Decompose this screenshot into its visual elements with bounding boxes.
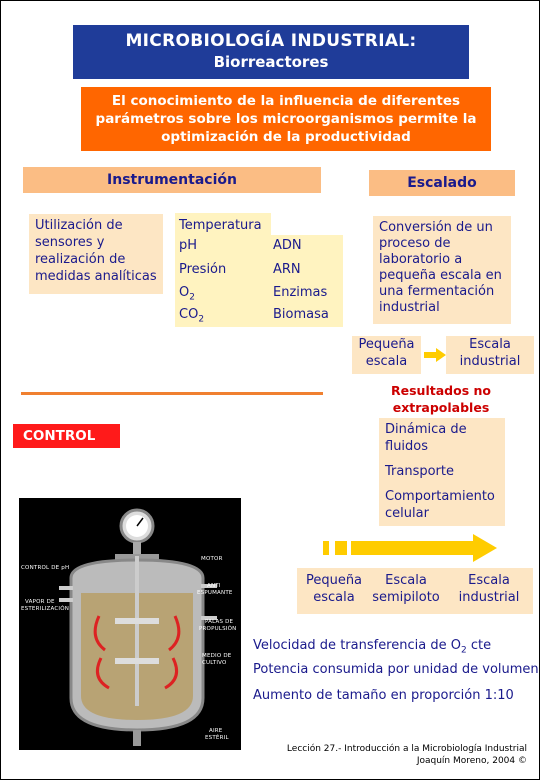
criterion-2: Potencia consumida por unidad de volumen (253, 662, 539, 677)
text-line: sensores y (35, 235, 105, 250)
text-line: medidas analíticas (35, 269, 157, 284)
text-line: Pequeña (305, 573, 363, 588)
footer (287, 743, 527, 767)
text-line: Resultados no (391, 383, 491, 398)
text-line: una fermentación (379, 284, 495, 299)
text-line: celular (385, 506, 429, 521)
factors-box (379, 418, 505, 526)
text-line: Utilización de (35, 218, 123, 233)
param-label: CO (179, 307, 199, 322)
text-line: Escala (469, 337, 511, 352)
param-label: Temperatura (179, 218, 262, 233)
subscript: 2 (189, 292, 195, 303)
text-line: laboratorio a (379, 252, 463, 267)
label-medio: MEDIO DE (202, 653, 232, 659)
intro-line-2: parámetros sobre los microorganismos permite la (95, 111, 477, 127)
text-line: pequeña escala en (379, 268, 502, 283)
label-vapor: VAPOR DE (25, 599, 55, 605)
footer-author: Joaquín Moreno, 2004 © (416, 756, 527, 766)
bioreactor-image (19, 498, 241, 750)
intro-banner (81, 87, 491, 151)
parameters-grid (175, 235, 343, 327)
param-label: O (179, 285, 190, 300)
subscript: 2 (460, 645, 467, 656)
factor-comportamiento (385, 488, 499, 522)
label-palas: PALAS DE (205, 619, 234, 625)
param-enzimas: Enzimas (273, 285, 328, 300)
intro-line-1: El conocimiento de la influencia de diferentes (111, 93, 461, 109)
scale-industrial (449, 572, 529, 606)
text-line: extrapolables (392, 400, 490, 415)
label-esteril: ESTÉRIL (205, 735, 229, 741)
title-banner (73, 25, 469, 79)
label-motor: MOTOR (201, 556, 223, 562)
param-ph: pH (179, 238, 198, 253)
subscript: 2 (198, 314, 205, 325)
criterion-tail: cte (466, 638, 492, 653)
param-temperatura (175, 213, 271, 235)
conversion-box (373, 216, 511, 324)
param-co2 (179, 307, 204, 325)
text-line: Dinámica de (385, 422, 467, 437)
title-main: MICROBIOLOGÍA INDUSTRIAL: (125, 31, 417, 51)
label-propulsion: PROPULSIÓN (199, 626, 237, 632)
text-line: Pequeña (358, 337, 415, 352)
text-line: escala (313, 590, 355, 605)
divider (21, 392, 323, 395)
label-anti: ANTI (207, 583, 221, 589)
parameters-box (175, 213, 343, 327)
text-line: industrial (458, 590, 520, 605)
text-line: fluidos (385, 439, 429, 454)
label-aire: AIRE (209, 728, 223, 734)
text-line: escala (365, 354, 408, 369)
title-subtitle: Biorreactores (213, 53, 329, 71)
label-espumante: ESPUMANTE (197, 590, 233, 596)
criterion-3: Aumento de tamaño en proporción 1:10 (253, 688, 514, 703)
criterion-text: Velocidad de transferencia de O (253, 638, 461, 653)
control-label: CONTROL (13, 424, 120, 448)
label-cultivo: CULTIVO (202, 660, 227, 666)
label-control-ph: CONTROL DE pH (21, 565, 70, 571)
text-line: industrial (379, 300, 440, 315)
text-line: Escala (385, 573, 427, 588)
resultados-note (371, 382, 511, 416)
text-line: Conversión de un (379, 220, 493, 235)
scale-row (297, 568, 533, 614)
utilizacion-box (29, 214, 163, 294)
param-biomasa: Biomasa (273, 307, 329, 322)
right-arrow-icon (424, 348, 446, 362)
factor-dinamica (385, 421, 499, 455)
text-line: semipiloto (372, 590, 440, 605)
scale-semipiloto (369, 572, 443, 606)
escalado-header: Escalado (369, 170, 515, 196)
escala-industrial-box (446, 336, 534, 374)
param-o2 (179, 285, 195, 303)
param-arn: ARN (273, 262, 301, 277)
scale-arrow-icon (323, 534, 497, 564)
text-line: Escala (468, 573, 510, 588)
instrumentacion-header: Instrumentación (23, 167, 321, 193)
footer-lesson: Lección 27.- Introducción a la Microbiología Industrial (286, 744, 527, 754)
param-presion: Presión (179, 262, 227, 277)
text-line: proceso de (379, 236, 451, 251)
text-line: realización de (35, 252, 126, 267)
text-line: Comportamiento (385, 489, 495, 504)
text-line: industrial (459, 354, 521, 369)
scale-pequena (301, 572, 367, 606)
factor-transporte (385, 463, 499, 480)
param-adn: ADN (273, 238, 302, 253)
text-line: Transporte (385, 464, 454, 479)
pequena-escala-box (352, 336, 421, 374)
label-esterilizacion: ESTERILIZACIÓN (21, 606, 70, 612)
intro-line-3: optimización de la productividad (161, 129, 411, 145)
criterion-1 (253, 638, 491, 656)
